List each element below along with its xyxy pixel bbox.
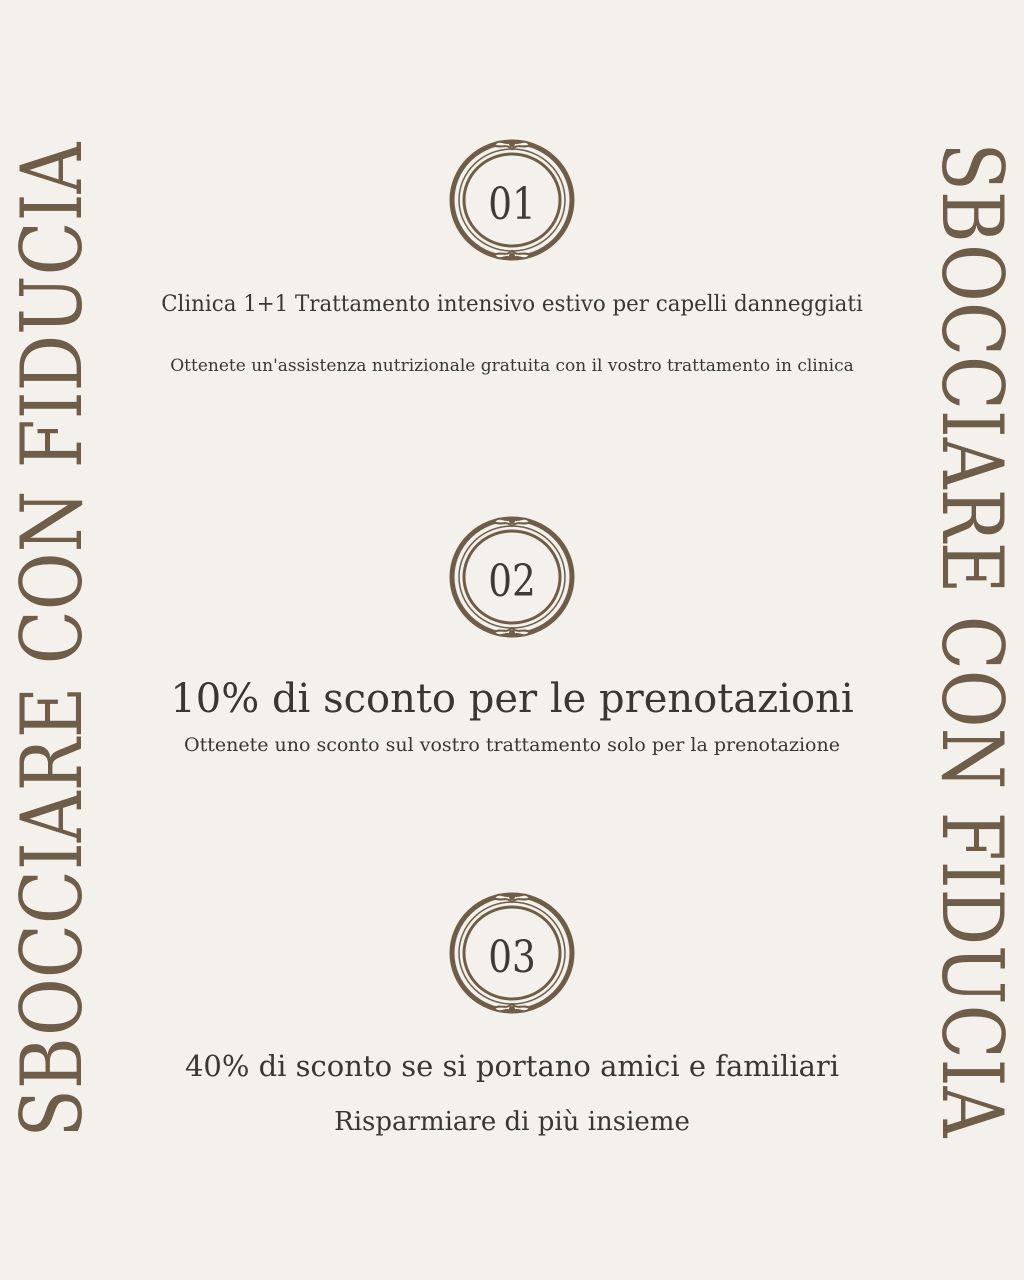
ornate-frame-03 [444,888,580,1018]
ornate-frame-01 [444,135,580,265]
side-text-right: SBOCCIARE CON FIDUCIA [923,142,1021,1138]
item-number-01: 01 [488,179,536,230]
item-number-02: 02 [488,556,536,607]
item-number-03: 03 [488,932,536,983]
item-subtitle-01: Ottenete un'assistenza nutrizionale gratuita con il vostro trattamento in clinica [170,356,854,376]
ornate-frame-02 [444,512,580,642]
item-subtitle-03: Risparmiare di più insieme [334,1107,690,1137]
item-title-03: 40% di sconto se si portano amici e familiari [184,1049,840,1083]
side-text-left: SBOCCIARE CON FIDUCIA [3,142,101,1138]
item-subtitle-02: Ottenete uno sconto sul vostro trattamento solo per la prenotazione [184,734,840,756]
item-title-02: 10% di sconto per le prenotazioni [170,676,854,722]
item-title-01: Clinica 1+1 Trattamento intensivo estivo per capelli danneggiati [161,292,863,317]
